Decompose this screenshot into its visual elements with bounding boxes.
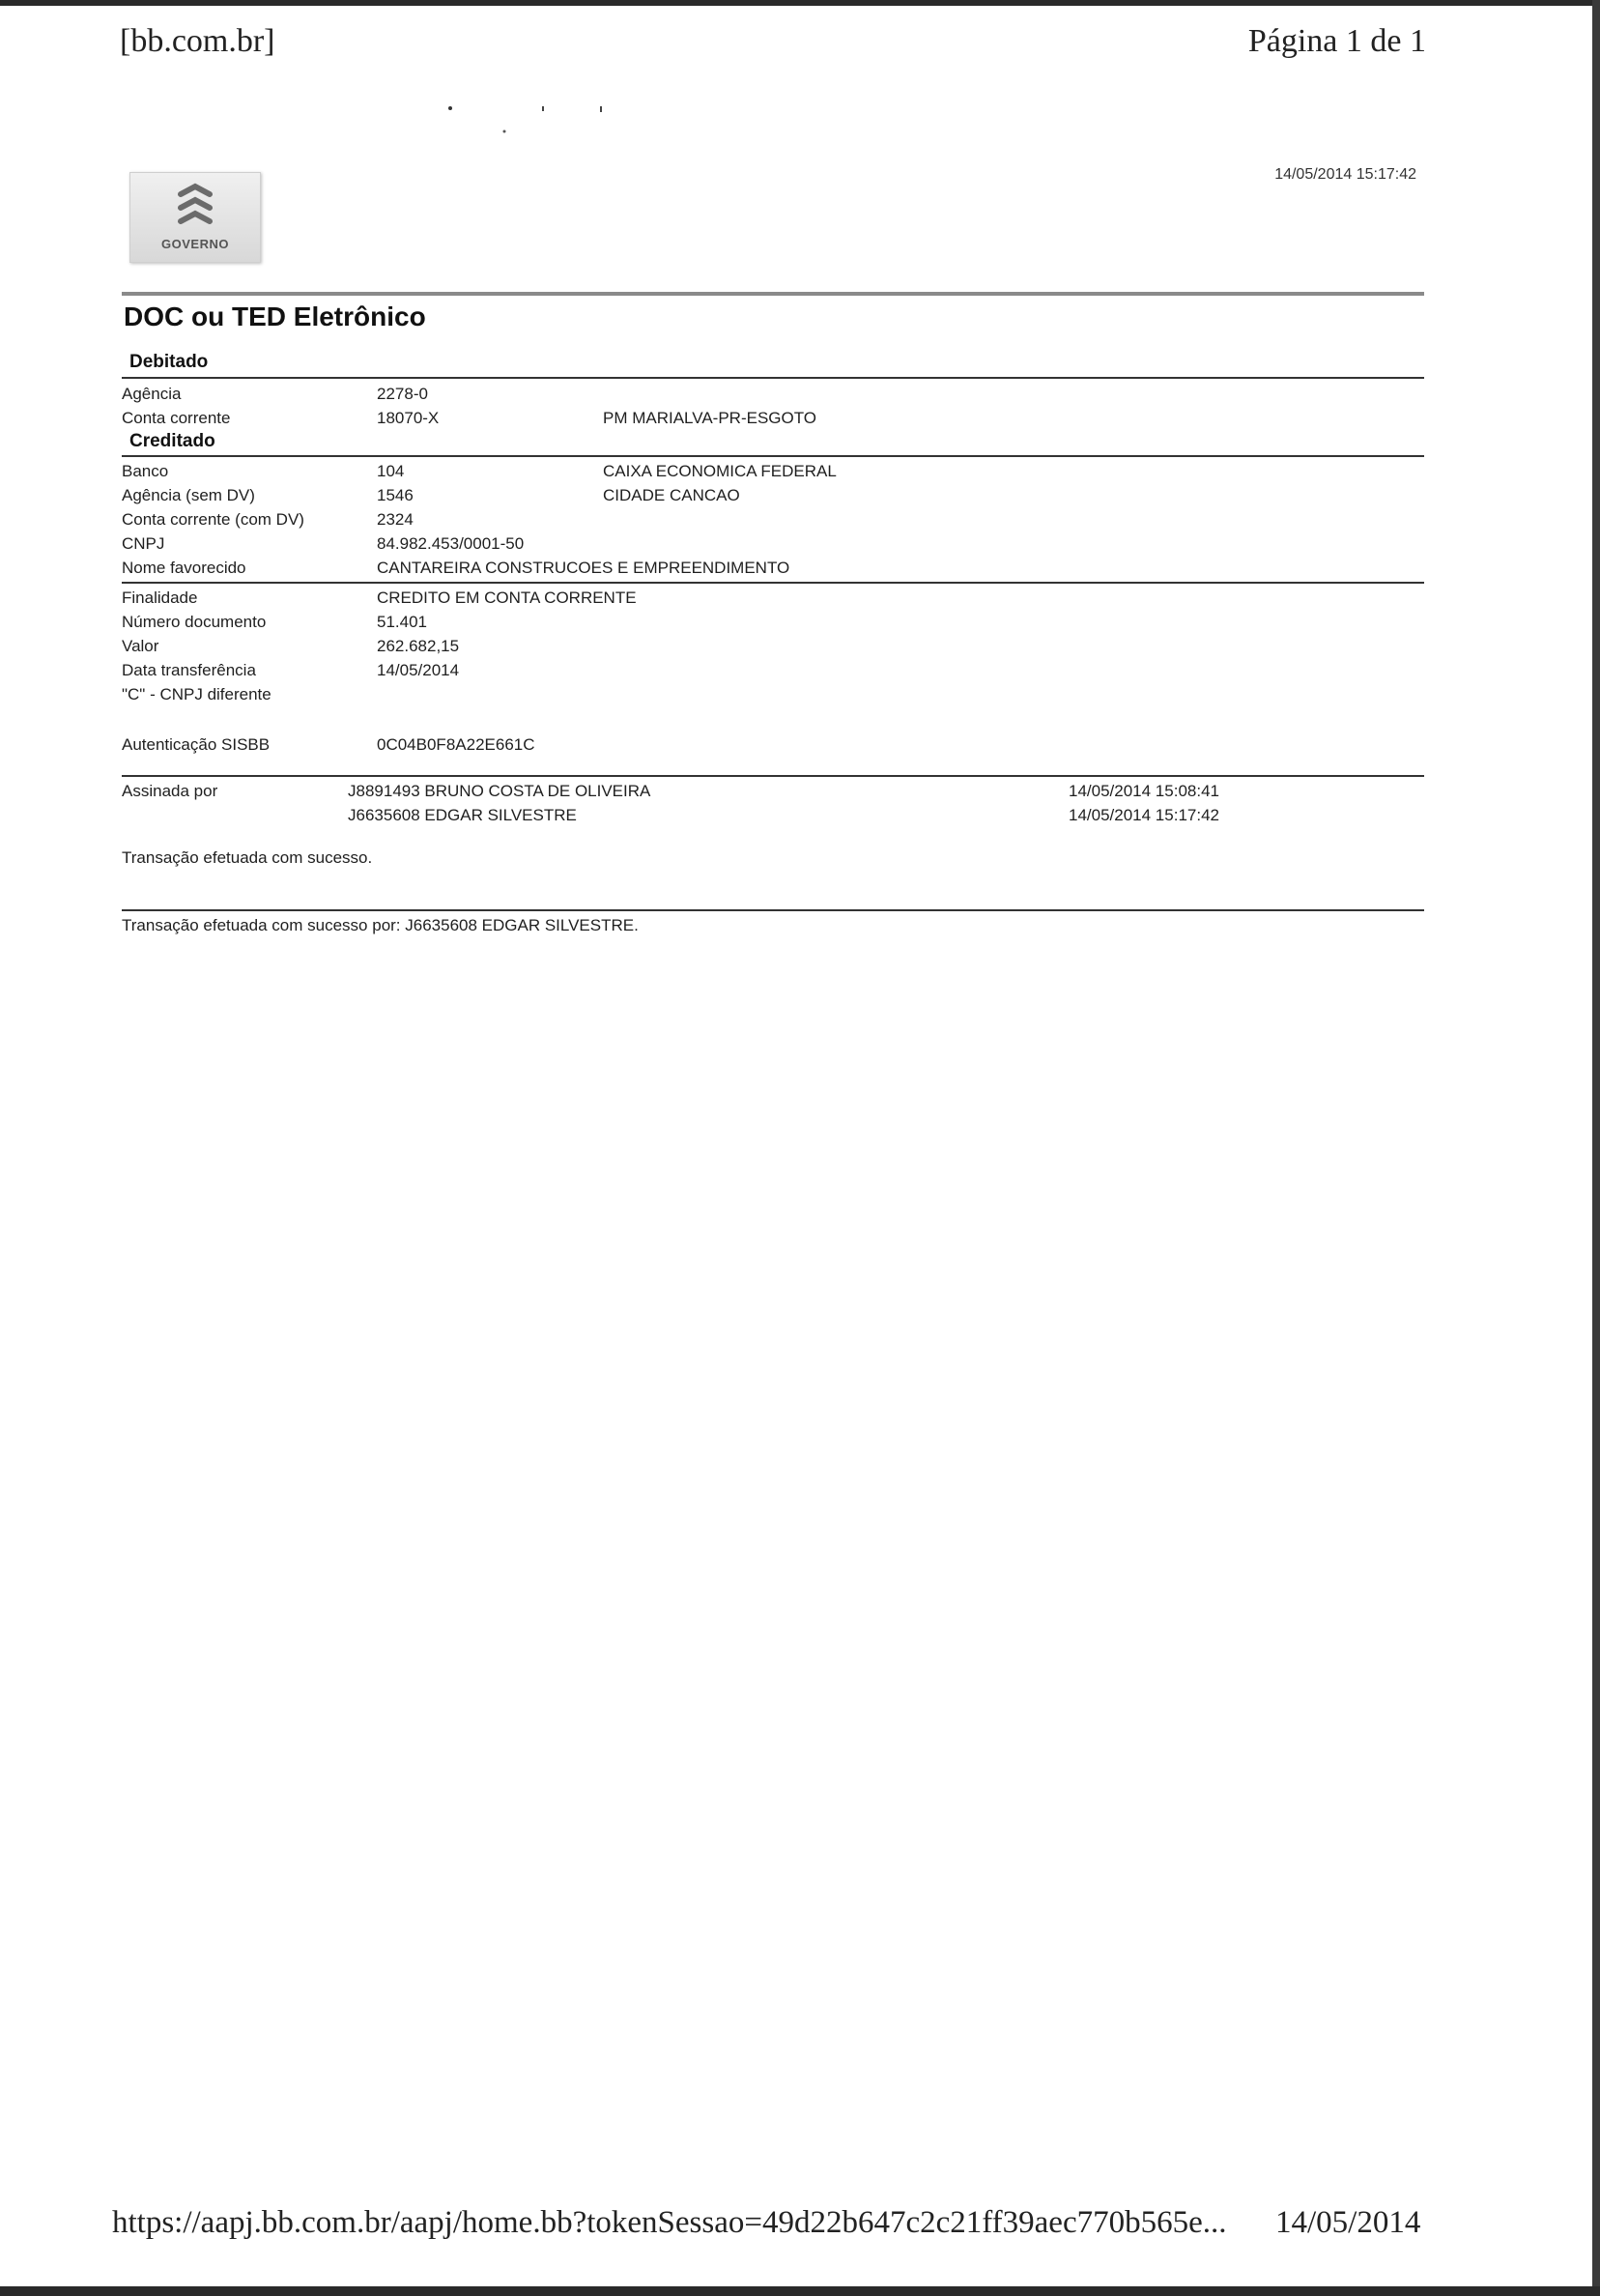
data-transferencia-value: 14/05/2014 (377, 661, 460, 679)
credit-banco-label: Banco (122, 462, 169, 480)
debit-conta-label: Conta corrente (122, 409, 231, 427)
debit-conta-holder: PM MARIALVA-PR-ESGOTO (603, 409, 817, 427)
signer-date: 14/05/2014 15:17:42 (1069, 806, 1219, 824)
finalidade-label: Finalidade (122, 588, 198, 607)
signer-name: J8891493 BRUNO COSTA DE OLIVEIRA (348, 782, 651, 800)
valor-label: Valor (122, 637, 159, 655)
final-status-message: Transação efetuada com sucesso por: J6635608 EDGAR SILVESTRE. (122, 916, 639, 934)
cnpj-note: "C" - CNPJ diferente (122, 685, 271, 703)
documento-label: Número documento (122, 613, 267, 631)
valor-value: 262.682,15 (377, 637, 460, 655)
scan-border-bottom (0, 2286, 1600, 2296)
credit-banco-name: CAIXA ECONOMICA FEDERAL (603, 462, 837, 480)
section-debitado: Debitado (129, 352, 209, 372)
browser-site-label: [bb.com.br] (120, 23, 275, 59)
banco-do-brasil-logo-icon (169, 181, 221, 233)
debit-agencia-label: Agência (122, 385, 182, 403)
scan-specks (444, 100, 618, 139)
signatures-label: Assinada por (122, 782, 218, 800)
documento-value: 51.401 (377, 613, 427, 631)
divider (122, 455, 1424, 457)
footer-url: https://aapj.bb.com.br/aapj/home.bb?tokenSessao=49d22b647c2c21ff39aec770b565e... (112, 2205, 1227, 2240)
section-creditado: Creditado (129, 431, 215, 451)
divider (122, 775, 1424, 777)
credit-favorecido-value: CANTAREIRA CONSTRUCOES E EMPREENDIMENTO (377, 559, 790, 577)
page-title: DOC ou TED Eletrônico (124, 301, 426, 331)
credit-conta-value: 2324 (377, 510, 414, 529)
title-divider (122, 292, 1424, 296)
status-message: Transação efetuada com sucesso. (122, 848, 373, 867)
credit-cnpj-value: 84.982.453/0001-50 (377, 534, 525, 553)
credit-favorecido-label: Nome favorecido (122, 559, 246, 577)
governo-logo (129, 172, 261, 263)
page-indicator: Página 1 de 1 (1247, 23, 1426, 59)
credit-agencia-name: CIDADE CANCAO (603, 486, 740, 504)
scan-border-right (1592, 0, 1600, 2296)
divider (122, 377, 1424, 379)
debit-conta-value: 18070-X (377, 409, 440, 427)
signer-name: J6635608 EDGAR SILVESTRE (348, 806, 577, 824)
data-transferencia-label: Data transferência (122, 661, 256, 679)
autenticacao-label: Autenticação SISBB (122, 735, 271, 754)
autenticacao-value: 0C04B0F8A22E661C (377, 735, 535, 754)
divider (122, 582, 1424, 584)
credit-agencia-value: 1546 (377, 486, 414, 504)
debit-agencia-value: 2278-0 (377, 385, 428, 403)
credit-conta-label: Conta corrente (com DV) (122, 510, 304, 529)
logo-text: GOVERNO (161, 237, 229, 251)
credit-agencia-label: Agência (sem DV) (122, 486, 255, 504)
footer-date: 14/05/2014 (1275, 2205, 1421, 2240)
credit-cnpj-label: CNPJ (122, 534, 165, 553)
report-timestamp: 14/05/2014 15:17:42 (1274, 166, 1416, 183)
scan-border-top (0, 0, 1600, 6)
divider (122, 909, 1424, 911)
signer-date: 14/05/2014 15:08:41 (1069, 782, 1219, 800)
finalidade-value: CREDITO EM CONTA CORRENTE (377, 588, 637, 607)
credit-banco-value: 104 (377, 462, 405, 480)
